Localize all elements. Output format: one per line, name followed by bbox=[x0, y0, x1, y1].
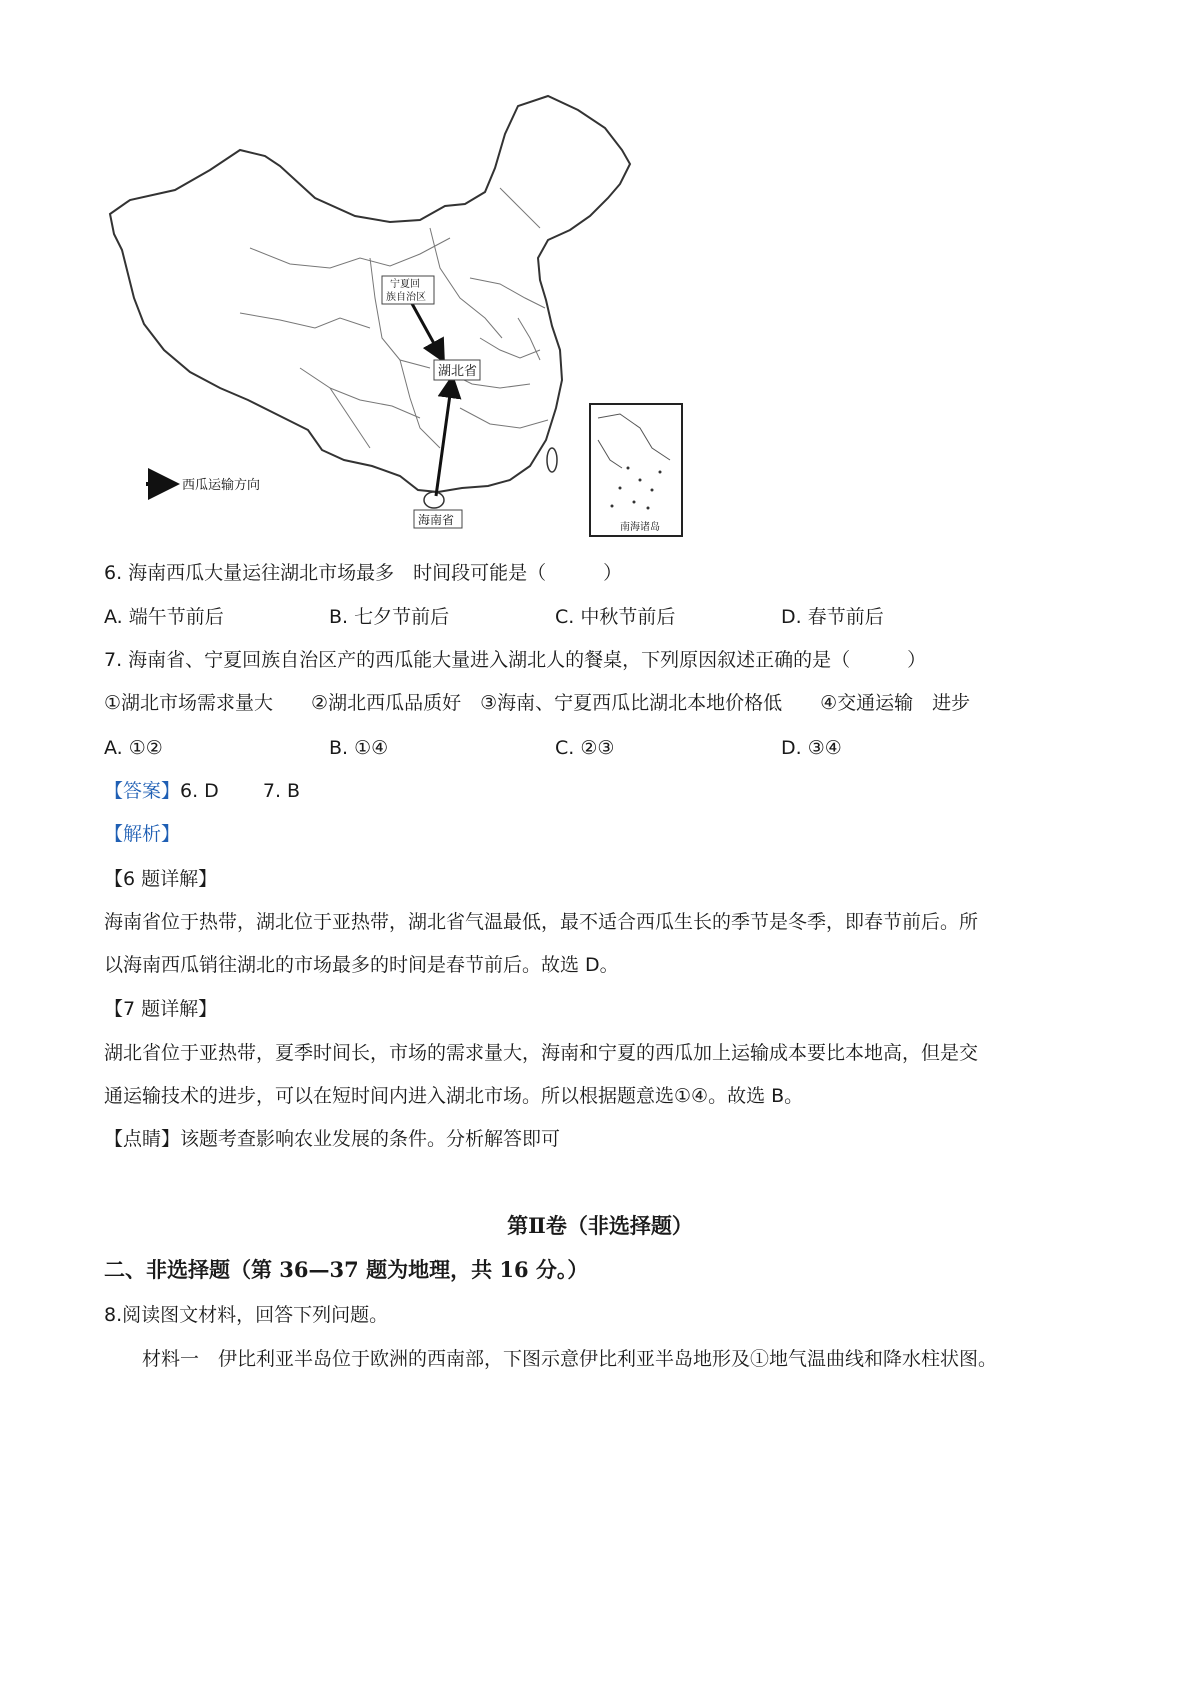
detail-7-line2: 通运输技术的进步，可以在短时间内进入湖北市场。所以根据题意选①④。故选 B。 bbox=[104, 1085, 804, 1107]
question-7-statements: ①湖北市场需求量大 ②湖北西瓜品质好 ③海南、宁夏西瓜比湖北本地价格低 ④交通运输 进步 bbox=[104, 692, 971, 714]
comment-line: 【点睛】该题考查影响农业发展的条件。分析解答即可 bbox=[104, 1128, 561, 1150]
label-nanhai: 南海诸岛 bbox=[620, 522, 660, 533]
taiwan-island bbox=[547, 448, 557, 472]
detail-6-line2: 以海南西瓜销往湖北的市场最多的时间是春节前后。故选 D。 bbox=[104, 954, 619, 976]
section-title: 第Ⅱ卷（非选择题） bbox=[507, 1213, 693, 1238]
arrow-hainan-to-hubei bbox=[436, 380, 452, 496]
answer-line bbox=[104, 778, 300, 804]
question-6-stem: 6. 海南西瓜大量运往湖北市场最多 时间段可能是（ ） bbox=[104, 562, 623, 584]
label-hubei: 湖北省 bbox=[438, 364, 478, 379]
china-watermelon-map bbox=[100, 88, 720, 548]
q7-option-d: D. ③④ bbox=[781, 737, 842, 759]
answer-label: 【答案】 bbox=[104, 780, 181, 802]
q6-option-a: A. 端午节前后 bbox=[104, 606, 224, 628]
label-ningxia-line1: 宁夏回 bbox=[390, 279, 420, 290]
q7-option-c: C. ②③ bbox=[555, 737, 615, 759]
q7-option-b: B. ①④ bbox=[329, 737, 389, 759]
q7-option-a: A. ①② bbox=[104, 737, 163, 759]
analysis-label: 【解析】 bbox=[104, 823, 181, 845]
material-1: 材料一 伊比利亚半岛位于欧洲的西南部，下图示意伊比利亚半岛地形及①地气温曲线和降水柱状图。 bbox=[142, 1348, 998, 1370]
label-ningxia-line2: 族自治区 bbox=[386, 292, 426, 303]
q6-option-d: D. 春节前后 bbox=[781, 606, 884, 628]
arrow-ningxia-to-hubei bbox=[410, 300, 442, 358]
province-borders bbox=[240, 188, 548, 448]
legend-label: 西瓜运输方向 bbox=[182, 478, 261, 493]
q6-option-b: B. 七夕节前后 bbox=[329, 606, 450, 628]
detail-6-heading: 【6 题详解】 bbox=[104, 868, 218, 890]
detail-7-heading: 【7 题详解】 bbox=[104, 998, 218, 1020]
china-outline bbox=[110, 96, 630, 492]
q6-option-c: C. 中秋节前后 bbox=[555, 606, 676, 628]
hainan-island bbox=[424, 492, 444, 508]
label-hainan: 海南省 bbox=[418, 513, 455, 527]
nanhai-inset-frame bbox=[590, 404, 682, 536]
answer-text: 6. D 7. B bbox=[180, 780, 301, 802]
detail-6-line1: 海南省位于热带，湖北位于亚热带，湖北省气温最低，最不适合西瓜生长的季节是冬季，即春节前后。所 bbox=[104, 911, 979, 933]
question-7-stem: 7. 海南省、宁夏回族自治区产的西瓜能大量进入湖北人的餐桌，下列原因叙述正确的是（ ） bbox=[104, 649, 927, 671]
detail-7-line1: 湖北省位于亚热带，夏季时间长，市场的需求量大，海南和宁夏的西瓜加上运输成本要比本地高，但是交 bbox=[104, 1042, 979, 1064]
question-8-stem: 8.阅读图文材料，回答下列问题。 bbox=[104, 1304, 389, 1326]
section-heading: 二、非选择题（第 36—37 题为地理，共 16 分。） bbox=[104, 1257, 589, 1282]
